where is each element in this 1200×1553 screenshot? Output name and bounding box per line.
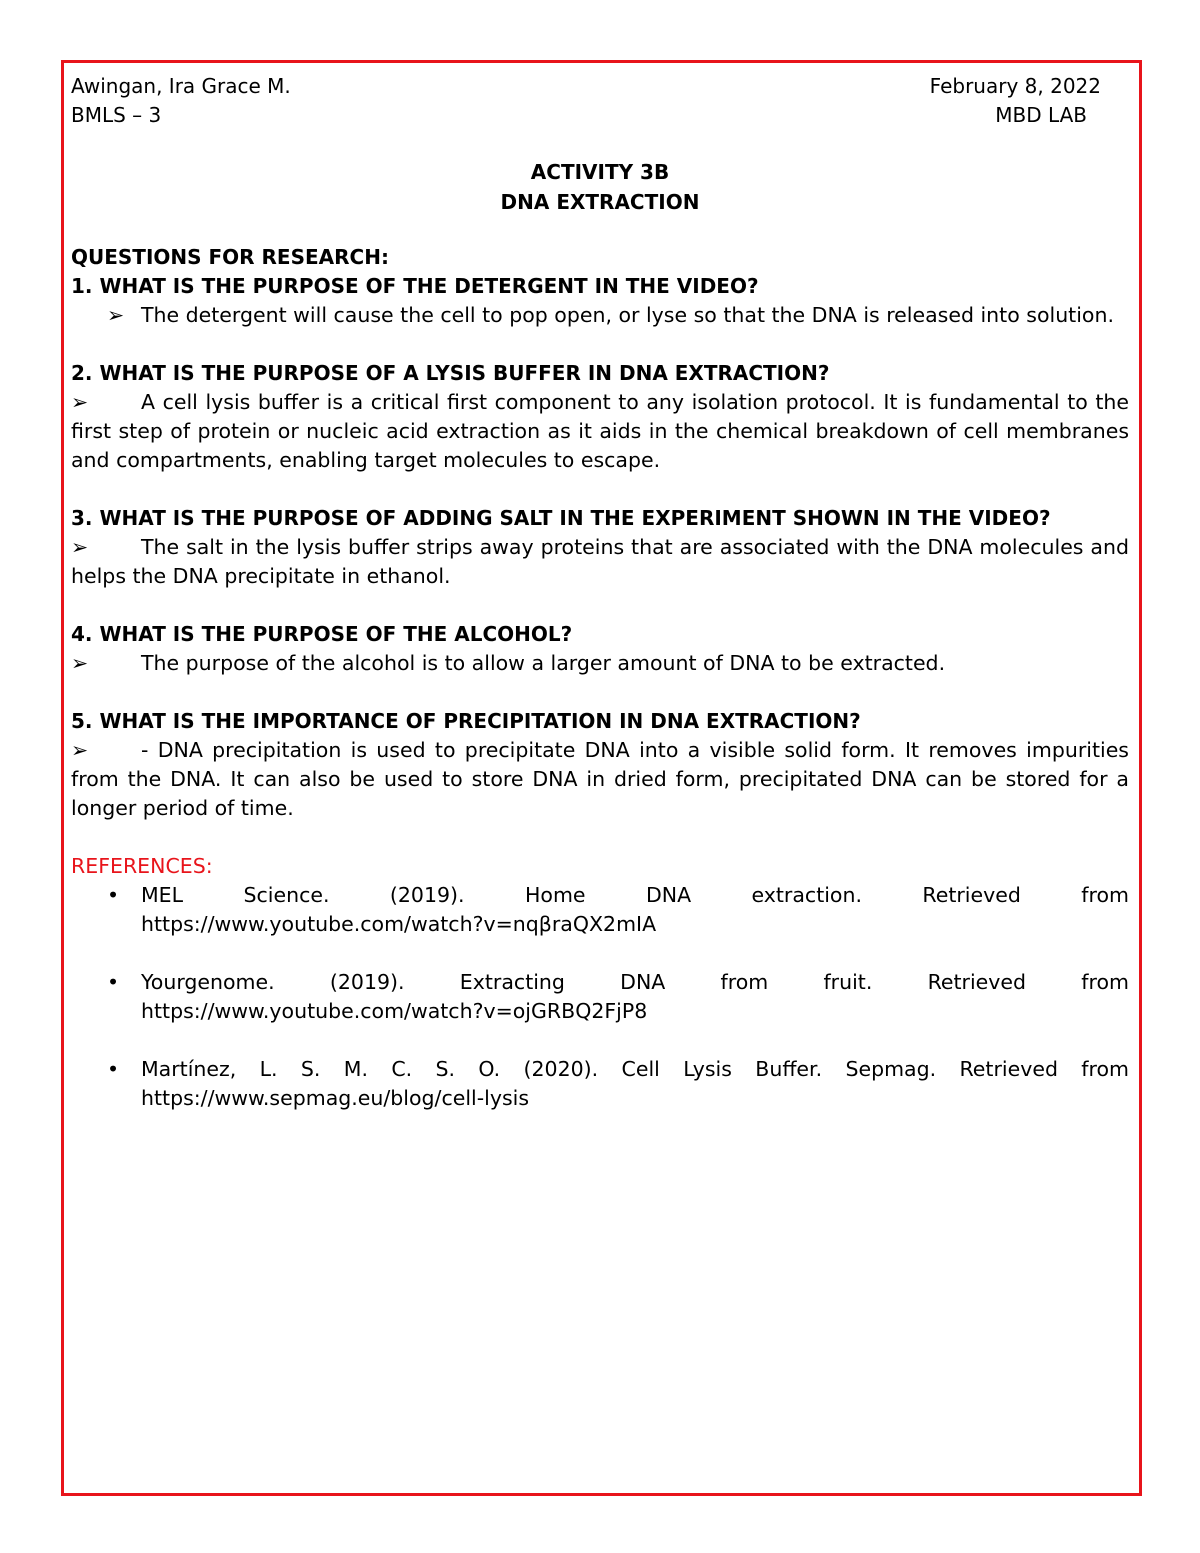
question-5-answer	[71, 736, 1129, 823]
spacer	[71, 823, 1129, 852]
activity-title: ACTIVITY 3B	[530, 160, 670, 184]
header-row-1	[71, 72, 1129, 101]
spacer	[71, 217, 1129, 243]
answer-text: The salt in the lysis buffer strips away proteins that are associated with the DNA molecules and helps the DNA precipitate in ethanol.	[71, 535, 1129, 588]
arrow-bullet-icon: ➢	[71, 535, 89, 559]
reference-item	[71, 968, 1129, 1026]
student-name: Awingan, Ira Grace M.	[71, 74, 291, 98]
reference-link[interactable]: https://www.youtube.com/watch?v=nqβraQX2mIA	[141, 912, 657, 936]
spacer	[71, 330, 1129, 359]
header-row-2	[71, 101, 1129, 130]
question-4-answer	[71, 649, 1129, 678]
questions-heading: QUESTIONS FOR RESEARCH:	[71, 245, 389, 269]
bullet-icon: •	[107, 970, 120, 994]
activity-subtitle: DNA EXTRACTION	[500, 190, 700, 214]
question-1-heading: 1. WHAT IS THE PURPOSE OF THE DETERGENT IN THE VIDEO?	[71, 274, 759, 298]
spacer	[71, 1026, 1129, 1055]
question-2-answer	[71, 388, 1129, 475]
answer-text: A cell lysis buffer is a critical first component to any isolation protocol. It is fundamental to the first step of protein or nucleic acid extraction as it aids in the chemical breakdown of cell membranes and compartments, enabling target molecules to escape.	[71, 390, 1129, 472]
reference-item	[71, 1055, 1129, 1113]
question-1-answer	[71, 301, 1129, 330]
reference-citation: MEL Science. (2019). Home DNA extraction. Retrieved from	[141, 883, 1129, 907]
answer-text: The detergent will cause the cell to pop open, or lyse so that the DNA is released into solution.	[141, 303, 1114, 327]
references-heading: REFERENCES:	[71, 854, 213, 878]
spacer	[71, 678, 1129, 707]
reference-citation: Yourgenome. (2019). Extracting DNA from fruit. Retrieved from	[141, 970, 1129, 994]
answer-text: The purpose of the alcohol is to allow a larger amount of DNA to be extracted.	[141, 651, 946, 675]
arrow-bullet-icon: ➢	[107, 303, 125, 327]
arrow-bullet-icon: ➢	[71, 738, 89, 762]
document-date: February 8, 2022	[929, 74, 1101, 98]
spacer	[71, 475, 1129, 504]
answer-text: - DNA precipitation is used to precipitate DNA into a visible solid form. It removes impurities from the DNA. It can also be used to store DNA in dried form, precipitated DNA can be stored for a longer period of time.	[71, 738, 1129, 820]
question-2-heading: 2. WHAT IS THE PURPOSE OF A LYSIS BUFFER IN DNA EXTRACTION?	[71, 361, 830, 385]
document-body	[71, 72, 1129, 1113]
reference-item	[71, 881, 1129, 939]
arrow-bullet-icon: ➢	[71, 651, 89, 675]
bullet-icon: •	[107, 883, 120, 907]
student-section: BMLS – 3	[71, 103, 162, 127]
spacer	[71, 939, 1129, 968]
bullet-icon: •	[107, 1057, 120, 1081]
question-5-heading: 5. WHAT IS THE IMPORTANCE OF PRECIPITATION IN DNA EXTRACTION?	[71, 709, 861, 733]
reference-citation: Martínez, L. S. M. C. S. O. (2020). Cell Lysis Buffer. Sepmag. Retrieved from	[141, 1057, 1129, 1081]
question-4-heading: 4. WHAT IS THE PURPOSE OF THE ALCOHOL?	[71, 622, 573, 646]
reference-link[interactable]: https://www.youtube.com/watch?v=ojGRBQ2FjP8	[141, 999, 648, 1023]
course-name: MBD LAB	[995, 103, 1087, 127]
question-3-heading: 3. WHAT IS THE PURPOSE OF ADDING SALT IN THE EXPERIMENT SHOWN IN THE VIDEO?	[71, 506, 1051, 530]
question-3-answer	[71, 533, 1129, 591]
reference-link[interactable]: https://www.sepmag.eu/blog/cell-lysis	[141, 1086, 530, 1110]
spacer	[71, 591, 1129, 620]
arrow-bullet-icon: ➢	[71, 390, 89, 414]
